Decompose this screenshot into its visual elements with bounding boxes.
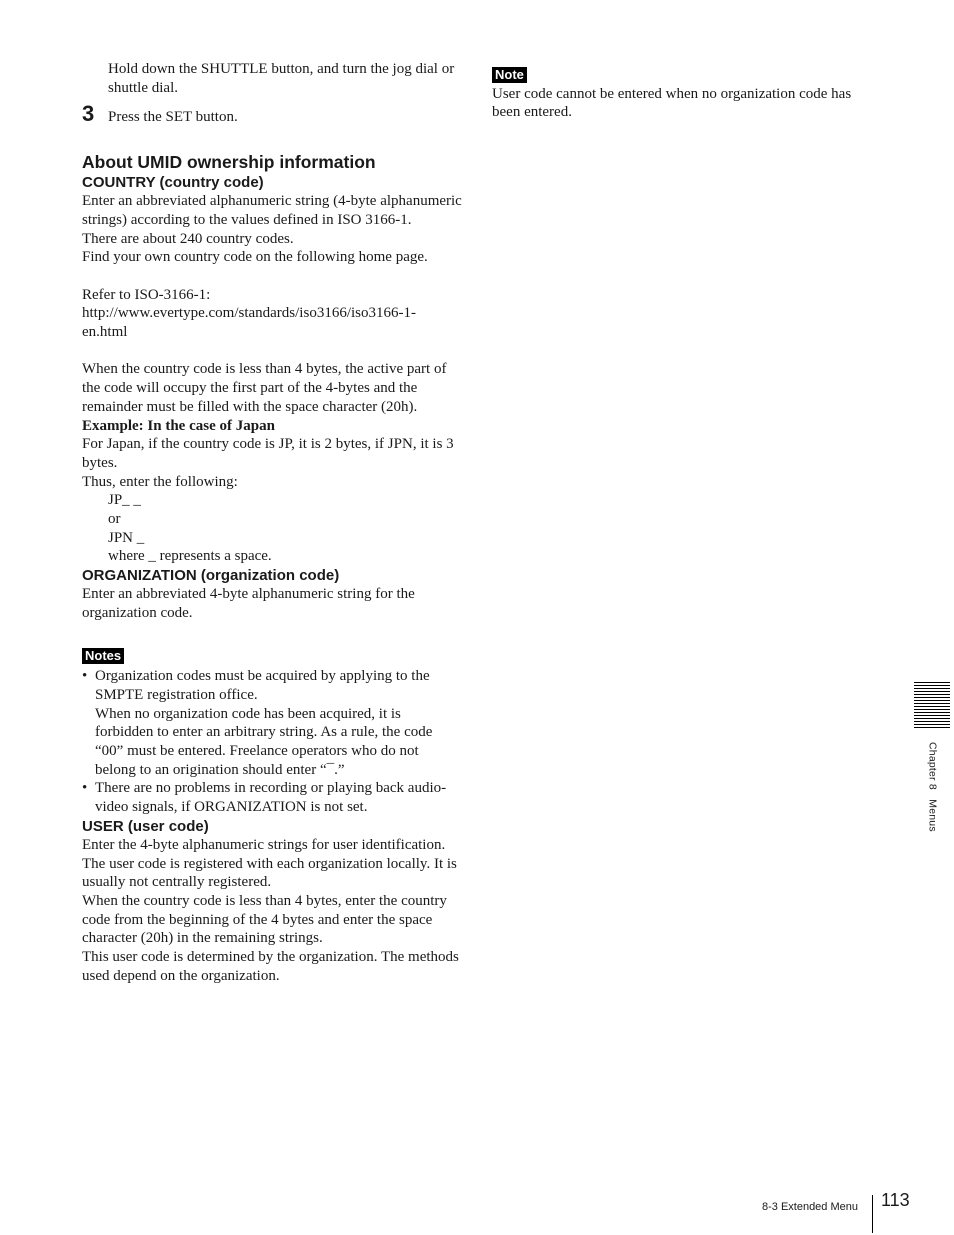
country-paragraph: When the country code is less than 4 bytes, the active part of the code will occupy the first part of the 4-bytes and the remainder must be filled with the space character (20h). [82, 361, 447, 415]
example-heading: Example: In the case of Japan [82, 417, 275, 434]
step-number: 3 [82, 101, 95, 127]
user-line: The user code is registered with each organization locally. It is usually not centrally registered. [82, 855, 457, 891]
example-text: For Japan, if the country code is JP, it is 2 bytes, if JPN, it is 3 bytes. [82, 436, 454, 471]
footer-divider [872, 1195, 873, 1233]
refer-label: Refer to ISO-3166-1: [82, 286, 211, 303]
note-continuation: When no organization code has been acquired, it is forbidden to enter an arbitrary string. As a rule, the code “00” must be entered. Freelance operators who do not belong to an origination should enter “¯.” [95, 705, 433, 778]
intro-text: Hold down the SHUTTLE button, and turn the jog dial or shuttle dial. [108, 61, 455, 96]
note-item [82, 779, 462, 816]
chapter-label: Chapter 8 Menus [926, 742, 939, 832]
user-heading: USER (user code) [82, 817, 209, 835]
country-line: There are about 240 country codes. [82, 230, 294, 247]
left-column [82, 60, 462, 986]
footer-section-title: 8-3 Extended Menu [761, 1201, 858, 1213]
note-item [82, 667, 462, 779]
note-text: User code cannot be entered when no organization code has been entered. [492, 85, 852, 121]
user-line: When the country code is less than 4 bytes, enter the country code from the beginning of the 4 bytes and enter the space character (20h) in the remaining strings. [82, 892, 447, 947]
user-line: Enter the 4-byte alphanumeric strings for user identification. [82, 836, 446, 853]
chapter-tab-marker [914, 682, 950, 730]
code-example: where _ represents a space. [108, 548, 272, 565]
code-example: JPN _ [108, 529, 145, 546]
country-line: Enter an abbreviated alphanumeric string (4-byte alphanumeric strings) according to the values defined in ISO 3166-1. [82, 193, 462, 228]
notes-list [82, 667, 462, 817]
note-lead: • Organization codes must be acquired by applying to the SMPTE registration office. [95, 668, 430, 703]
step-3 [82, 101, 462, 127]
section-title: About UMID ownership information [82, 152, 376, 173]
step-text: Press the SET button. [108, 109, 238, 126]
organization-text: Enter an abbreviated 4-byte alphanumeric string for the organization code. [82, 586, 415, 621]
user-line: This user code is determined by the organization. The methods used depend on the organization. [82, 949, 459, 984]
note-lead: • There are no problems in recording or playing back audio-video signals, if ORGANIZATION is not set. [95, 780, 447, 816]
page-number: 113 [881, 1190, 910, 1210]
organization-heading: ORGANIZATION (organization code) [82, 567, 340, 585]
code-example: or [108, 511, 121, 528]
right-column [492, 66, 872, 122]
country-line: Find your own country code on the following home page. [82, 249, 428, 266]
notes-badge: Notes [82, 648, 124, 664]
thus-text: Thus, enter the following: [82, 473, 238, 490]
country-heading: COUNTRY (country code) [82, 174, 264, 192]
code-example: JP_ _ [108, 492, 141, 509]
note-badge: Note [492, 67, 527, 83]
iso-url: http://www.evertype.com/standards/iso3166/iso3166-1-en.html [82, 305, 416, 341]
